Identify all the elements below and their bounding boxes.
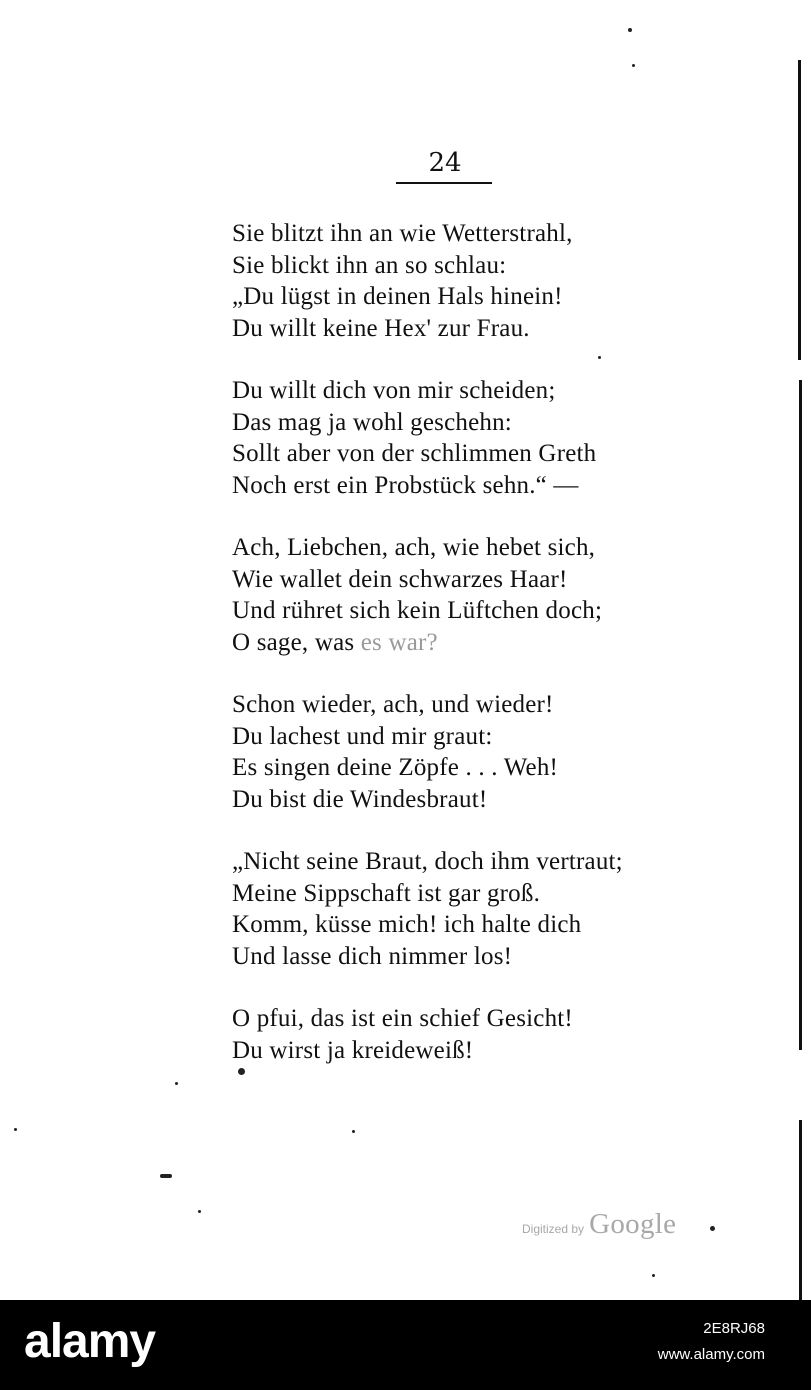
stanza — [232, 1003, 652, 1066]
poem-line: Es singen deine Zöpfe . . . Weh! — [232, 754, 559, 781]
stanza — [232, 218, 652, 344]
poem-line: Das mag ja wohl geschehn: — [232, 408, 512, 436]
stock-logo: alamy — [24, 1315, 156, 1368]
poem-line: Schon wieder, ach, und wieder! — [232, 691, 554, 718]
scan-speck — [632, 64, 635, 67]
stock-footer-bar — [0, 1300, 811, 1390]
scan-speck — [628, 28, 632, 32]
stanza — [232, 846, 652, 972]
poem-line: Sollt aber von der schlimmen Greth — [232, 440, 597, 467]
page-number: 24 — [428, 148, 462, 178]
watermark-prefix: Digitized by — [522, 1222, 585, 1236]
stock-url: www.alamy.com — [657, 1346, 765, 1363]
poem-text — [232, 218, 652, 1097]
poem-line: Komm, küsse mich! ich halte dich — [232, 911, 582, 938]
stock-image-id: 2E8RJ68 — [703, 1320, 765, 1337]
scan-speck — [198, 1210, 201, 1213]
poem-line: Du willt keine Hex' zur Frau. — [232, 314, 530, 342]
poem-line: O pfui, das ist ein schief Gesicht! — [232, 1005, 573, 1032]
scan-speck — [352, 1130, 355, 1133]
scan-edge-line — [799, 380, 802, 1050]
stanza — [232, 689, 652, 815]
google-watermark — [522, 1208, 676, 1241]
scan-speck — [175, 1082, 178, 1085]
poem-line: „Nicht seine Braut, doch ihm vertraut; — [232, 848, 623, 875]
poem-line: Du bist die Windesbraut! — [232, 785, 488, 813]
scan-speck — [14, 1128, 17, 1131]
poem-line: Wie wallet dein schwarzes Haar! — [232, 565, 568, 593]
poem-line-text: O sage, was — [232, 628, 361, 656]
page-number-rule — [396, 182, 492, 184]
poem-line: Du lachest und mir graut: — [232, 722, 493, 750]
poem-line: „Du lügst in deinen Hals hinein! — [232, 283, 563, 310]
poem-line: Sie blickt ihn an so schlau: — [232, 251, 507, 279]
scan-edge-line — [798, 60, 801, 360]
scan-speck — [598, 356, 601, 359]
poem-line — [232, 627, 652, 659]
poem-line: Du willt dich von mir scheiden; — [232, 377, 556, 404]
scan-speck — [710, 1226, 715, 1231]
scan-speck — [652, 1274, 655, 1277]
stanza — [232, 375, 652, 501]
scan-edge-line — [799, 1120, 802, 1300]
watermark-brand: Google — [589, 1208, 677, 1240]
scan-speck — [160, 1174, 172, 1178]
faded-text: es war? — [360, 628, 438, 656]
scan-speck — [238, 1068, 245, 1075]
poem-line: Und lasse dich nimmer los! — [232, 942, 513, 970]
stanza — [232, 532, 652, 658]
poem-line: Meine Sippschaft ist gar groß. — [232, 879, 541, 907]
poem-line: Du wirst ja kreideweiß! — [232, 1036, 474, 1064]
poem-line: Ach, Liebchen, ach, wie hebet sich, — [232, 534, 596, 561]
poem-line: Und rühret sich kein Lüftchen doch; — [232, 597, 603, 624]
poem-line: Sie blitzt ihn an wie Wetterstrahl, — [232, 220, 573, 247]
poem-line: Noch erst ein Probstück sehn.“ — — [232, 471, 579, 499]
